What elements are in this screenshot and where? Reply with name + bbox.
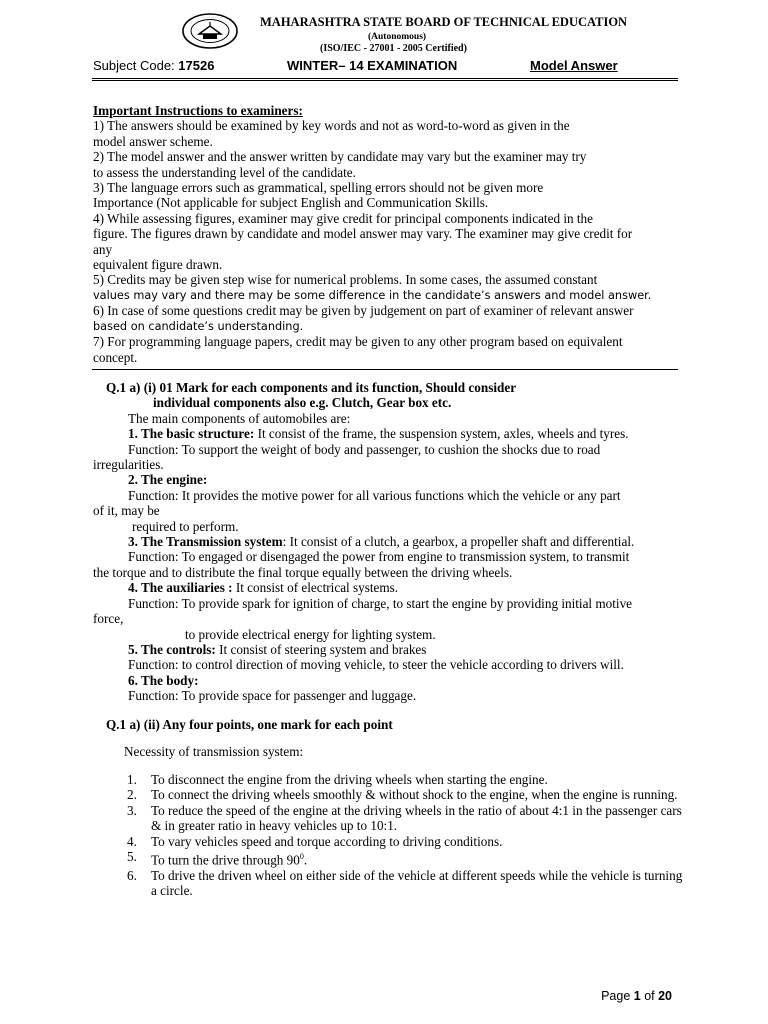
function-text: Function: To provide spark for ignition of charge, to start the engine by providing initial motive: [128, 595, 633, 611]
list-item: 1. To disconnect the engine from the driving wheels when starting the engine.: [127, 772, 548, 787]
instruction-line: 4) While assessing figures, examiner may give credit for principal components indicated in the: [93, 210, 593, 226]
component-engine: 2. The engine:: [128, 472, 208, 488]
svg-text:· · · · · · · ·: · · · · · · · ·: [202, 15, 218, 20]
instructions-heading: Important Instructions to examiners:: [93, 103, 303, 118]
function-text: Function: to control direction of moving vehicle, to steer the vehicle according to drivers will.: [128, 657, 624, 673]
q1a-i-heading: Q.1 a) (i) 01 Mark for each components and its function, Should consider: [106, 380, 517, 395]
header-rule: [92, 78, 678, 79]
q1a-ii-heading: Q.1 a) (ii) Any four points, one mark for each point: [106, 717, 393, 732]
instruction-line: 5) Credits may be given step wise for numerical problems. In some cases, the assumed constant: [93, 272, 598, 288]
instruction-line: concept.: [93, 349, 138, 365]
function-text: Function: To support the weight of body and passenger, to cushion the shocks due to road: [128, 441, 601, 457]
board-title: MAHARASHTRA STATE BOARD OF TECHNICAL EDUCATION: [260, 15, 628, 29]
iso-certification: (ISO/IEC - 27001 - 2005 Certified): [320, 43, 467, 54]
function-text: Function: To engaged or disengaged the power from engine to transmission system, to transmit: [128, 549, 630, 565]
component-body: 6. The body:: [128, 672, 199, 688]
component-basic-structure: 1. The basic structure: It consist of the frame, the suspension system, axles, wheels and tyres.: [128, 426, 629, 442]
list-item: 5. To turn the drive through $90^0$.: [127, 849, 308, 868]
q1a-i-section: [93, 380, 683, 704]
section-rule: [92, 369, 678, 370]
list-item: 2. To connect the driving wheels smoothly & without shock to the engine, when the engine is running.: [127, 787, 678, 803]
function-text: Function: It provides the motive power for all various functions which the vehicle or any part: [128, 487, 621, 503]
instructions-block: [93, 103, 683, 365]
component-controls: 5. The controls: It consist of steering system and brakes: [128, 641, 427, 657]
subject-code: Subject Code: 17526: [93, 58, 215, 73]
function-text: of it, may be: [93, 503, 160, 519]
q1a-i-intro: The main components of automobiles are:: [128, 410, 351, 426]
instruction-line: based on candidate’s understanding.: [93, 319, 304, 333]
instruction-line: 7) For programming language papers, credit may be given to any other program based on equivalent: [93, 334, 623, 350]
function-text: force,: [93, 611, 124, 627]
instruction-line: 3) The language errors such as grammatical, spelling errors should not be given more: [93, 180, 544, 196]
instruction-line: Importance (Not applicable for subject English and Communication Skills.: [93, 195, 489, 211]
autonomous-label: (Autonomous): [368, 32, 427, 42]
list-item: 6. To drive the driven wheel on either side of the vehicle at different speeds while the vehicle is turning a circle.: [127, 867, 683, 899]
page-number: Page 1 of 20: [601, 989, 672, 1003]
necessity-list: [127, 772, 687, 899]
instruction-line: values may vary and there may be some difference in the candidate’s answers and model answer.: [93, 288, 652, 302]
function-text: to provide electrical energy for lighting system.: [185, 626, 436, 642]
instruction-line: equivalent figure drawn.: [93, 257, 223, 273]
list-item: 3. To reduce the speed of the engine at the driving wheels in the ratio of about 4:1 in the passenger cars & in greater ratio in heavy vehicles up to 10:1.: [127, 802, 682, 834]
instruction-line: 6) In case of some questions credit may be given by judgement on part of examiner of relevant answer: [93, 303, 634, 319]
q1a-i-heading-cont: individual components also e.g. Clutch, Gear box etc.: [153, 395, 452, 411]
msbte-seal-icon: [181, 12, 239, 50]
model-answer-label: Model Answer: [530, 58, 618, 73]
exam-name: WINTER– 14 EXAMINATION: [287, 58, 458, 73]
instruction-line: figure. The figures drawn by candidate and model answer may vary. The examiner may give credit for: [93, 226, 633, 242]
component-auxiliaries: 4. The auxiliaries : It consist of electrical systems.: [128, 580, 399, 596]
instruction-line: 2) The model answer and the answer written by candidate may vary but the examiner may try: [93, 149, 587, 165]
instruction-line: 1) The answers should be examined by key words and not as word-to-word as given in the: [93, 118, 570, 134]
function-text: the torque and to distribute the final torque equally between the driving wheels.: [93, 564, 513, 580]
component-transmission: 3. The Transmission system: It consist of a clutch, a gearbox, a propeller shaft and differential.: [128, 534, 635, 550]
instruction-line: model answer scheme.: [93, 133, 213, 149]
function-text: required to perform.: [132, 518, 239, 534]
function-text: Function: To provide space for passenger and luggage.: [128, 688, 417, 704]
instruction-line: to assess the understanding level of the candidate.: [93, 164, 356, 180]
function-text: irregularities.: [93, 457, 164, 473]
header-rule-thin: [92, 80, 678, 81]
q1a-ii-intro: Necessity of transmission system:: [124, 744, 304, 759]
instruction-line: any: [93, 241, 113, 257]
list-item: 4. To vary vehicles speed and torque according to driving conditions.: [127, 833, 503, 849]
